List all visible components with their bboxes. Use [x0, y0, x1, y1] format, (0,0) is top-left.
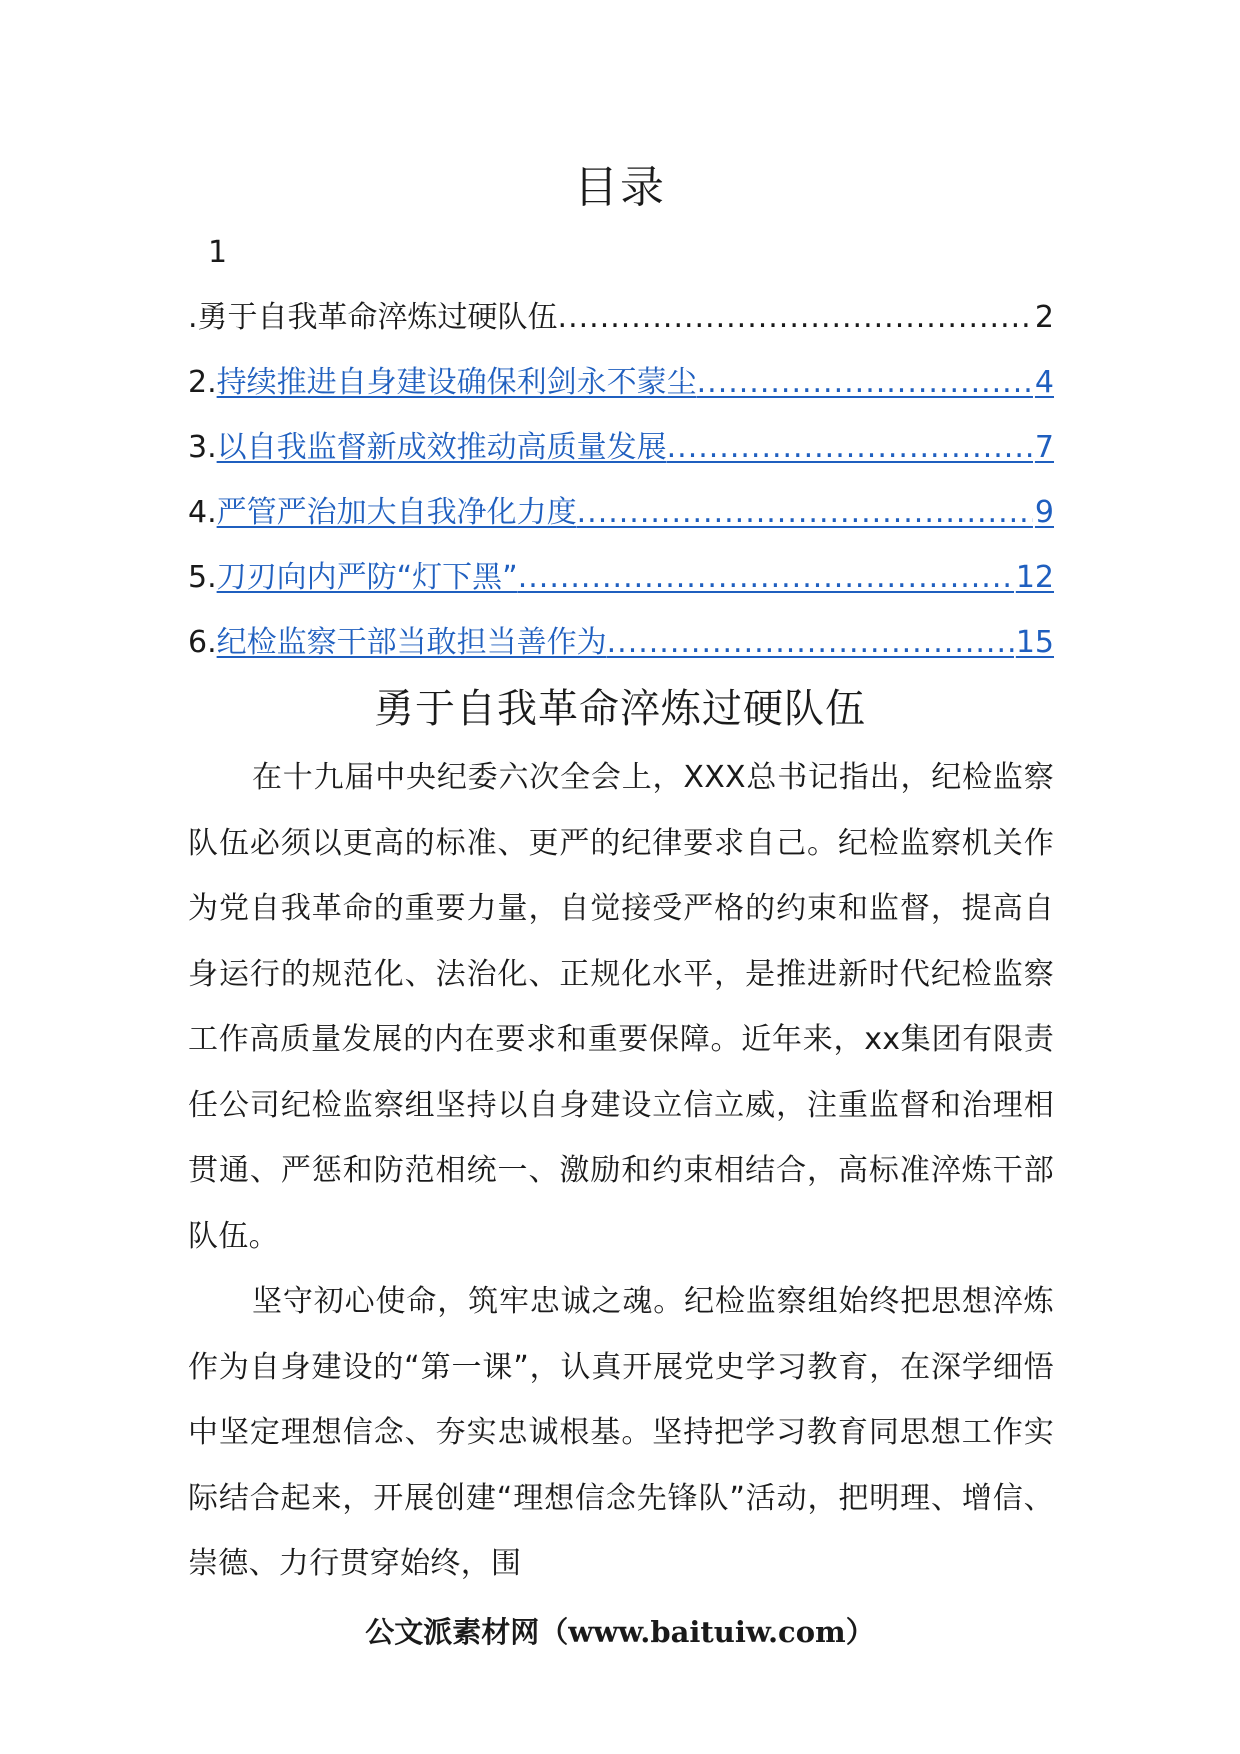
toc-entry-number: 6. [188, 625, 217, 660]
toc-entry-page: 2 [1034, 300, 1054, 335]
toc-entry-page[interactable]: 12 [1015, 560, 1054, 595]
toc-dot-leader [577, 493, 1033, 533]
toc-entry-link[interactable]: 刀刃向内严防“灯下黑” [216, 560, 518, 595]
toc-stray-number: 1 [208, 235, 228, 270]
toc-entry-link[interactable]: 持续推进自身建设确保利剑永不蒙尘 [216, 365, 697, 400]
article-title: 勇于自我革命淬炼过硬队伍 [374, 686, 866, 732]
toc-entry-page[interactable]: 9 [1034, 495, 1054, 530]
toc-entry-3[interactable] [188, 428, 1054, 493]
toc-entry-label: .勇于自我革命淬炼过硬队伍 [188, 300, 558, 335]
toc-entry-4[interactable] [188, 493, 1054, 558]
toc-entry-2[interactable] [188, 363, 1054, 428]
toc-entry-number: 2. [188, 365, 217, 400]
toc-title: 目录 [574, 162, 666, 213]
toc-entry-link[interactable]: 纪检监察干部当敢担当善作为 [216, 625, 607, 660]
article-body [188, 745, 1054, 1597]
table-of-contents [188, 298, 1054, 688]
page-footer-watermark: 公文派素材网（www.baituiw.com） [365, 1615, 875, 1649]
toc-dot-leader [607, 623, 1014, 663]
toc-dot-leader [697, 363, 1033, 403]
article-paragraph: 在十九届中央纪委六次全会上，XXX总书记指出，纪检监察队伍必须以更高的标准、更严的纪律要求自己。纪检监察机关作为党自我革命的重要力量，自觉接受严格的约束和监督，提高自身运行的规范化、法治化、正规化水平，是推进新时代纪检监察工作高质量发展的内在要求和重要保障。近年来，xx集团有限责任公司纪检监察组坚持以自身建设立信立威，注重监督和治理相贯通、严惩和防范相统一、激励和约束相结合，高标准淬炼干部队伍。 [188, 760, 1054, 1254]
toc-entry-1[interactable] [188, 298, 1054, 363]
toc-entry-5[interactable] [188, 558, 1054, 623]
toc-entry-link[interactable]: 严管严治加大自我净化力度 [216, 495, 577, 530]
toc-entry-number: 5. [188, 560, 217, 595]
toc-entry-6[interactable] [188, 623, 1054, 688]
toc-entry-page[interactable]: 15 [1015, 625, 1054, 660]
toc-entry-number: 3. [188, 430, 217, 465]
toc-dot-leader [518, 558, 1014, 598]
toc-entry-page[interactable]: 7 [1034, 430, 1054, 465]
toc-dot-leader [667, 428, 1033, 468]
article-paragraph: 坚守初心使命，筑牢忠诚之魂。纪检监察组始终把思想淬炼作为自身建设的“第一课”，认真开展党史学习教育，在深学细悟中坚定理想信念、夯实忠诚根基。坚持把学习教育同思想工作实际结合起来，开展创建“理想信念先锋队”活动，把明理、增信、崇德、力行贯穿始终，围 [188, 1284, 1054, 1581]
toc-entry-page[interactable]: 4 [1034, 365, 1054, 400]
toc-entry-number: 4. [188, 495, 217, 530]
toc-entry-link[interactable]: 以自我监督新成效推动高质量发展 [216, 430, 667, 465]
toc-dot-leader [558, 298, 1033, 338]
